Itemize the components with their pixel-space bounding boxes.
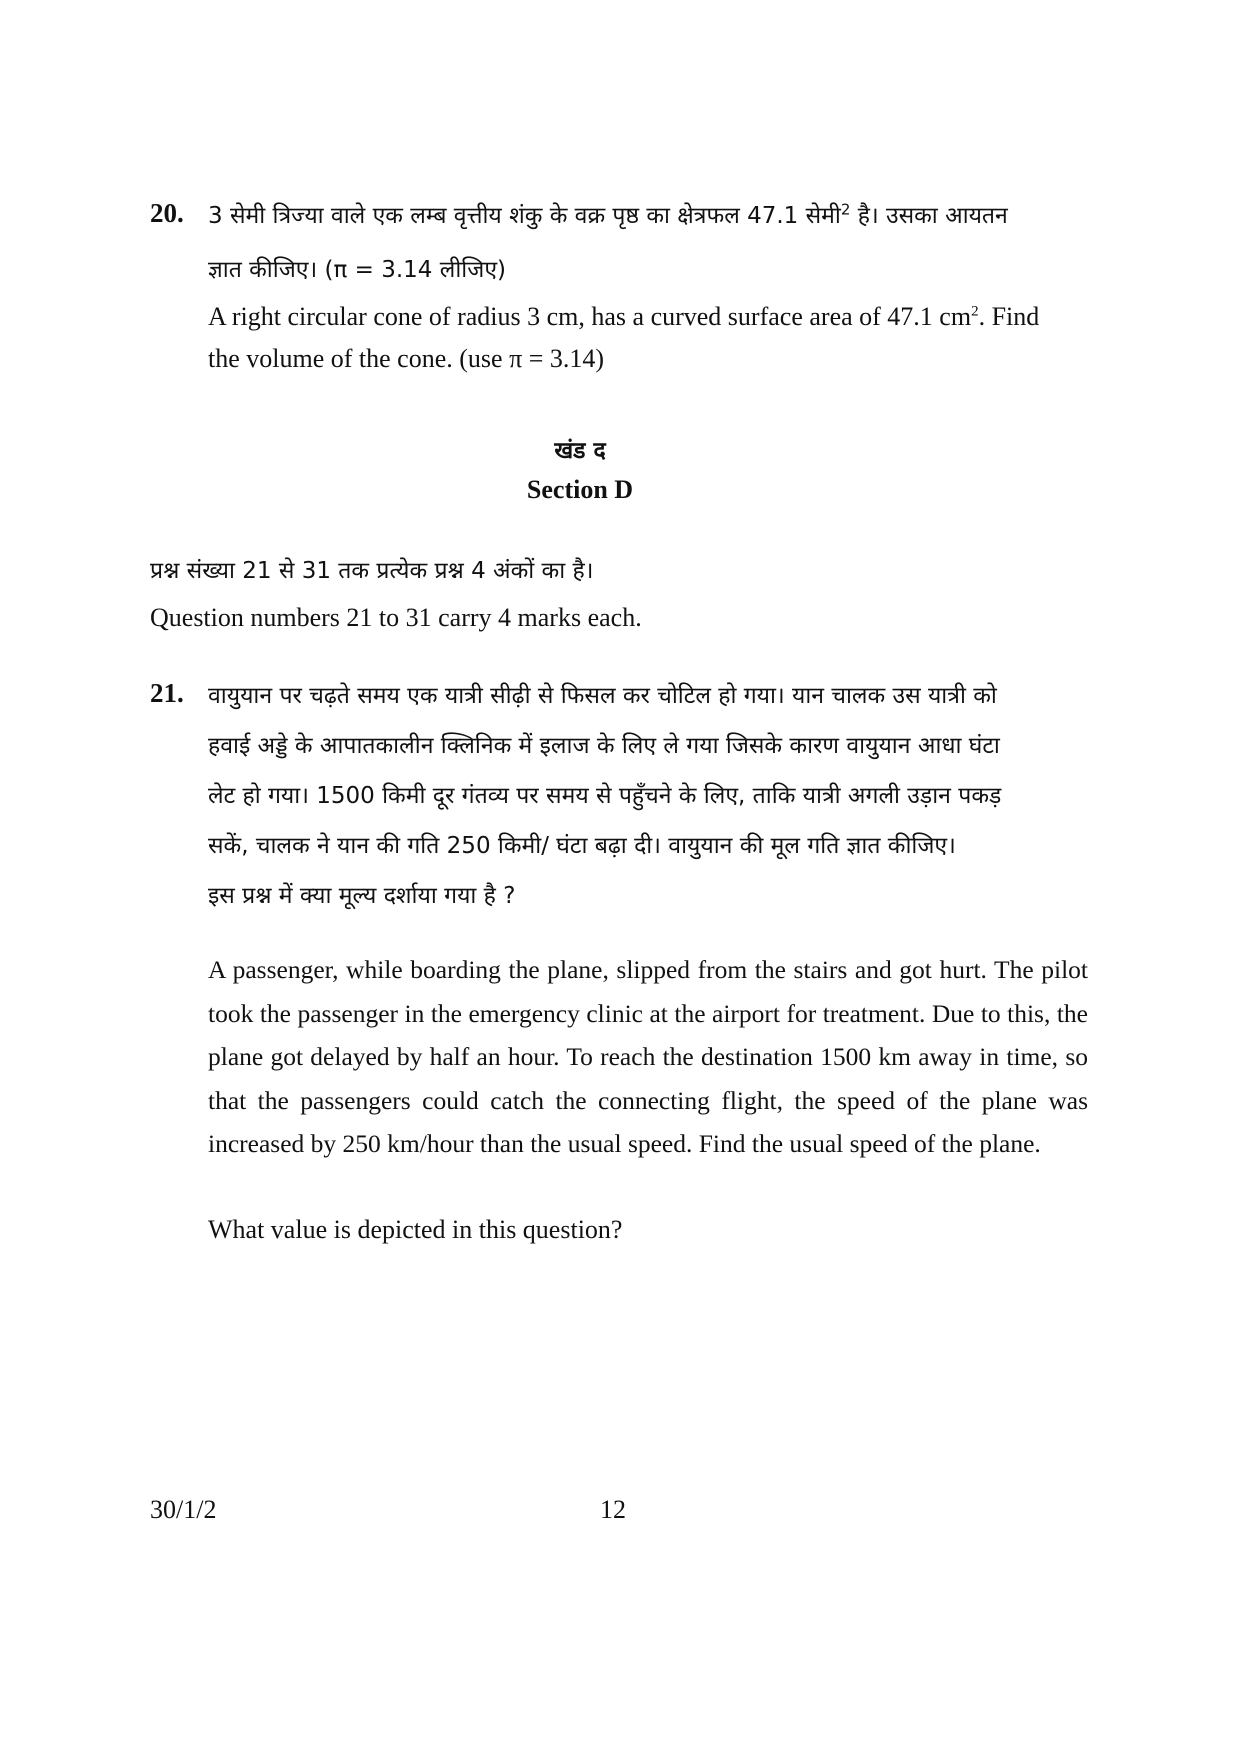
question-20-english-text-a: A right circular cone of radius 3 cm, has a curved surface area of 47.1 cm: [208, 302, 972, 331]
question-21-english-paragraph: A passenger, while boarding the plane, slipped from the stairs and got hurt. The pilot took the passenger in the emergency clinic at the airport for treatment. Due to this, the plane got delayed by half an hour. To reach the destination 1500 km away in time, so that the passengers could catch the connecting flight, the speed of the plane was increased by 250 km/hour than the usual speed. Find the usual speed of the plane.: [208, 955, 1088, 1158]
question-21-hindi-line-2: हवाई अड्डे के आपातकालीन क्लिनिक में इलाज के लिए ले गया जिसके कारण वायुयान आधा घंटा: [208, 733, 1000, 759]
question-20-english-line-2: the volume of the cone. (use π = 3.14): [208, 344, 605, 373]
question-21-hindi-line-5: इस प्रश्न में क्या मूल्य दर्शाया गया है ?: [208, 883, 516, 909]
question-20-hindi-line-1: [208, 198, 1008, 230]
question-20-number: 20.: [150, 198, 184, 228]
question-21-hindi-line-4: सकें, चालक ने यान की गति 250 किमी/ घंटा बढ़ा दी। वायुयान की मूल गति ज्ञात कीजिए।: [208, 833, 956, 859]
question-20-hindi-text-b: है। उसका आयतन: [850, 203, 1008, 229]
section-english-title: Section D: [526, 475, 634, 504]
question-21-hindi-line-1: वायुयान पर चढ़ते समय एक यात्री सीढ़ी से फिसल कर चोटिल हो गया। यान चालक उस यात्री को: [208, 683, 997, 709]
page-number: 12: [600, 1495, 626, 1524]
question-21-hindi-line-3: लेट हो गया। 1500 किमी दूर गंतव्य पर समय से पहुँचने के लिए, ताकि यात्री अगली उड़ान पकड़: [208, 783, 1002, 809]
section-english-instruction: Question numbers 21 to 31 carry 4 marks each.: [150, 603, 642, 632]
question-21-number: 21.: [150, 678, 184, 708]
paper-code: 30/1/2: [150, 1495, 217, 1524]
question-21-value-question: What value is depicted in this question?: [208, 1215, 623, 1244]
section-hindi-title: खंड द: [554, 438, 606, 464]
question-20-hindi-text-a: 3 सेमी त्रिज्या वाले एक लम्ब वृत्तीय शंकु के वक्र पृष्ठ का क्षेत्रफल 47.1 सेमी: [208, 203, 841, 229]
question-20-hindi-superscript: 2: [840, 200, 851, 219]
question-20-hindi-line-2: ज्ञात कीजिए। (π = 3.14 लीजिए): [208, 257, 507, 283]
question-20-english-text-b: . Find: [978, 302, 1040, 331]
question-20-english-line-1: [208, 302, 1039, 332]
section-hindi-instruction: प्रश्न संख्या 21 से 31 तक प्रत्येक प्रश्न 4 अंकों का है।: [150, 558, 594, 584]
question-20-english-superscript: 2: [971, 303, 979, 320]
